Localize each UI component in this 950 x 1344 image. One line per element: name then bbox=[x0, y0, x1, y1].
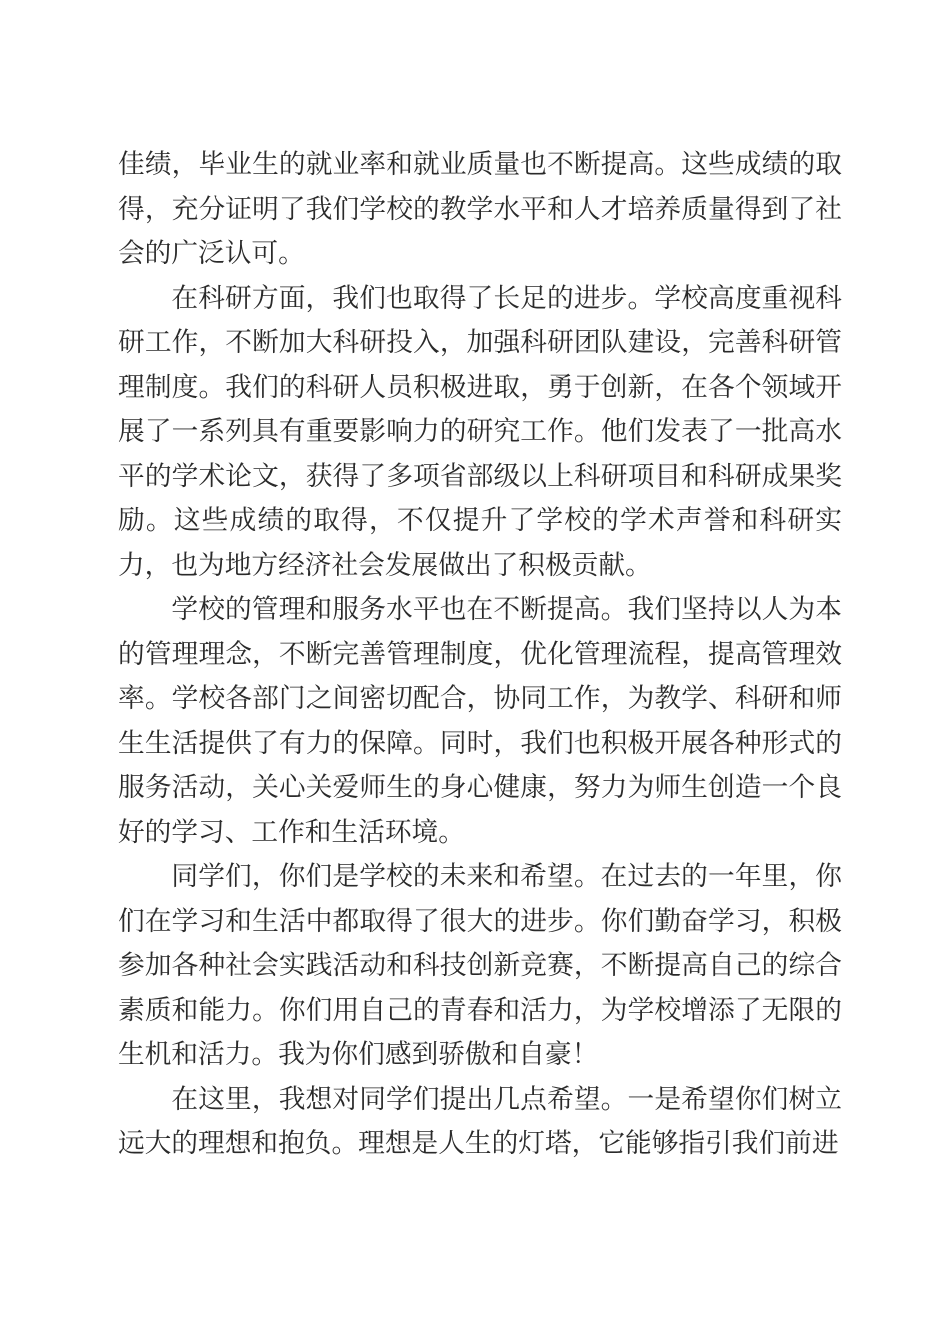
paragraph: 在科研方面，我们也取得了长足的进步。学校高度重视科研工作，不断加大科研投入，加强科研团队建设，完善科研管理制度。我们的科研人员积极进取，勇于创新，在各个领域开展了一系列具有重要影响力的研究工作。他们发表了一批高水平的学术论文，获得了多项省部级以上科研项目和科研成果奖励。这些成绩的取得，不仅提升了学校的学术声誉和科研实力，也为地方经济社会发展做出了积极贡献。 bbox=[118, 282, 842, 581]
paragraph: 佳绩，毕业生的就业率和就业质量也不断提高。这些成绩的取得，充分证明了我们学校的教学水平和人才培养质量得到了社会的广泛认可。 bbox=[118, 149, 842, 269]
paragraph: 同学们，你们是学校的未来和希望。在过去的一年里，你们在学习和生活中都取得了很大的进步。你们勤奋学习，积极参加各种社会实践活动和科技创新竞赛，不断提高自己的综合素质和能力。你们用自己的青春和活力，为学校增添了无限的生机和活力。我为你们感到骄傲和自豪！ bbox=[118, 861, 842, 1070]
paragraph: 在这里，我想对同学们提出几点希望。一是希望你们树立远大的理想和抱负。理想是人生的灯塔，它能够指引我们前进 bbox=[118, 1083, 842, 1159]
document-body-text bbox=[118, 143, 842, 1167]
paragraph: 学校的管理和服务水平也在不断提高。我们坚持以人为本的管理理念，不断完善管理制度，优化管理流程，提高管理效率。学校各部门之间密切配合，协同工作，为教学、科研和师生生活提供了有力的保障。同时，我们也积极开展各种形式的服务活动，关心关爱师生的身心健康，努力为师生创造一个良好的学习、工作和生活环境。 bbox=[118, 594, 842, 848]
